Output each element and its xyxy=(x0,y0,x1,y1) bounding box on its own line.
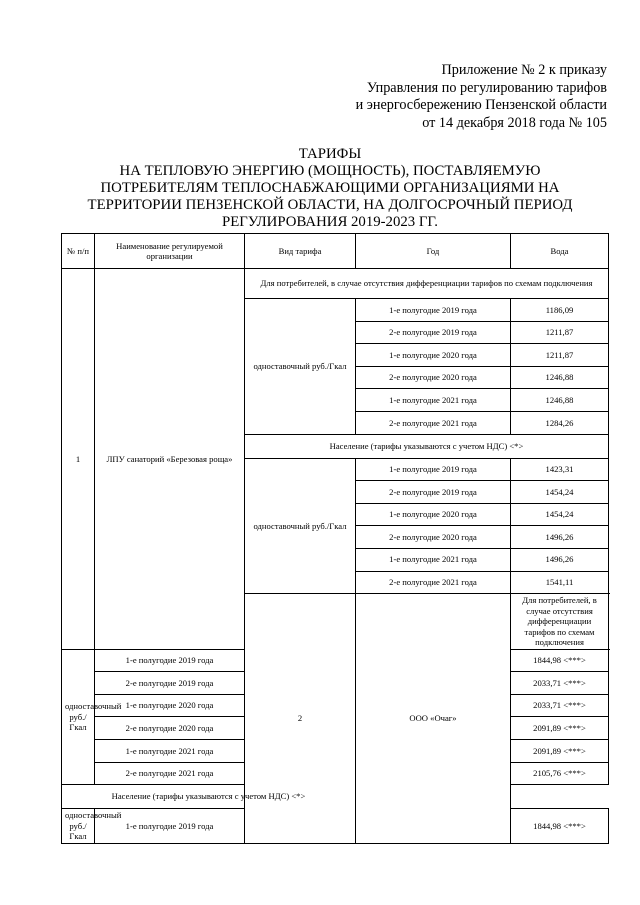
document-title xyxy=(60,146,600,231)
price-cell: 1541,11 xyxy=(511,571,609,594)
period-cell: 1-е полугодие 2020 года xyxy=(356,503,511,526)
org-number: 2 xyxy=(245,594,356,844)
tariff-type: одноставочный руб./Гкал xyxy=(62,809,95,844)
price-cell: 1844,98 <***> xyxy=(511,809,609,844)
table-row xyxy=(62,269,609,299)
price-cell: 1211,87 xyxy=(511,321,609,344)
period-cell: 2-е полугодие 2019 года xyxy=(95,672,245,695)
title-line: РЕГУЛИРОВАНИЯ 2019-2023 ГГ. xyxy=(222,214,438,230)
org-number: 1 xyxy=(62,269,95,650)
price-cell: 1496,26 xyxy=(511,526,609,549)
header-line: Приложение № 2 к приказу xyxy=(441,62,607,78)
price-cell: 2091,89 <***> xyxy=(511,740,609,763)
period-cell: 2-е полугодие 2020 года xyxy=(95,717,245,740)
document-header xyxy=(277,62,607,132)
period-cell: 2-е полугодие 2019 года xyxy=(356,321,511,344)
header-line: от 14 декабря 2018 года № 105 xyxy=(422,114,607,131)
period-cell: 1-е полугодие 2019 года xyxy=(95,809,245,844)
price-cell: 1844,98 <***> xyxy=(511,649,609,672)
population-subheader: Население (тарифы указываются с учетом НДС) <*> xyxy=(62,785,356,809)
table-header-row xyxy=(62,234,609,269)
header-line: Управления по регулированию тарифов xyxy=(366,79,607,96)
price-cell: 2033,71 <***> xyxy=(511,672,609,695)
period-cell: 1-е полугодие 2019 года xyxy=(95,649,245,672)
period-cell: 1-е полугодие 2019 года xyxy=(356,299,511,322)
price-cell: 2033,71 <***> xyxy=(511,694,609,717)
org-name: ООО «Очаг» xyxy=(356,594,511,844)
price-cell: 1246,88 xyxy=(511,389,609,412)
period-cell: 2-е полугодие 2021 года xyxy=(95,762,245,785)
period-cell: 2-е полугодие 2020 года xyxy=(356,526,511,549)
population-subheader: Население (тарифы указываются с учетом НДС) <*> xyxy=(245,434,609,458)
period-cell: 1-е полугодие 2021 года xyxy=(95,740,245,763)
column-header-year: Год xyxy=(356,234,511,269)
column-header-type: Вид тарифа xyxy=(245,234,356,269)
org-name: ЛПУ санаторий «Березовая роща» xyxy=(95,269,245,650)
title-line: ТЕРРИТОРИИ ПЕНЗЕНСКОЙ ОБЛАСТИ, НА ДОЛГОСРОЧНЫЙ ПЕРИОД xyxy=(87,197,573,213)
period-cell: 1-е полугодие 2019 года xyxy=(356,458,511,481)
column-header-num: № п/п xyxy=(62,234,95,269)
period-cell: 2-е полугодие 2021 года xyxy=(356,571,511,594)
period-cell: 2-е полугодие 2021 года xyxy=(356,411,511,434)
title-line: ПОТРЕБИТЕЛЯМ ТЕПЛОСНАБЖАЮЩИМИ ОРГАНИЗАЦИЯМИ НА xyxy=(100,180,560,196)
tariff-type: одноставочный руб./Гкал xyxy=(245,458,356,594)
consumers-subheader: Для потребителей, в случае отсутствия дифференциации тарифов по схемам подключения xyxy=(511,594,609,650)
price-cell: 1454,24 xyxy=(511,481,609,504)
consumers-subheader: Для потребителей, в случае отсутствия дифференциации тарифов по схемам подключения xyxy=(245,269,609,299)
period-cell: 2-е полугодие 2020 года xyxy=(356,366,511,389)
period-cell: 1-е полугодие 2020 года xyxy=(356,344,511,367)
table-row xyxy=(62,785,609,809)
period-cell: 1-е полугодие 2021 года xyxy=(356,548,511,571)
title-line: НА ТЕПЛОВУЮ ЭНЕРГИЮ (МОЩНОСТЬ), ПОСТАВЛЯЕМУЮ xyxy=(119,163,541,179)
price-cell: 1423,31 xyxy=(511,458,609,481)
column-header-water: Вода xyxy=(511,234,609,269)
tariff-type: одноставочный руб./Гкал xyxy=(62,649,95,785)
title-line: ТАРИФЫ xyxy=(298,146,362,162)
price-cell: 1186,09 xyxy=(511,299,609,322)
price-cell: 1246,88 xyxy=(511,366,609,389)
tariff-table xyxy=(61,233,609,844)
price-cell: 1211,87 xyxy=(511,344,609,367)
price-cell: 1496,26 xyxy=(511,548,609,571)
price-cell: 1454,24 xyxy=(511,503,609,526)
period-cell: 2-е полугодие 2019 года xyxy=(356,481,511,504)
period-cell: 1-е полугодие 2021 года xyxy=(356,389,511,412)
price-cell: 1284,26 xyxy=(511,411,609,434)
period-cell: 1-е полугодие 2020 года xyxy=(95,694,245,717)
header-line: и энергосбережению Пензенской области xyxy=(355,97,607,113)
price-cell: 2091,89 <***> xyxy=(511,717,609,740)
price-cell: 2105,76 <***> xyxy=(511,762,609,785)
tariff-type: одноставочный руб./Гкал xyxy=(245,299,356,435)
column-header-org: Наименование регулируемой организации xyxy=(95,234,245,269)
